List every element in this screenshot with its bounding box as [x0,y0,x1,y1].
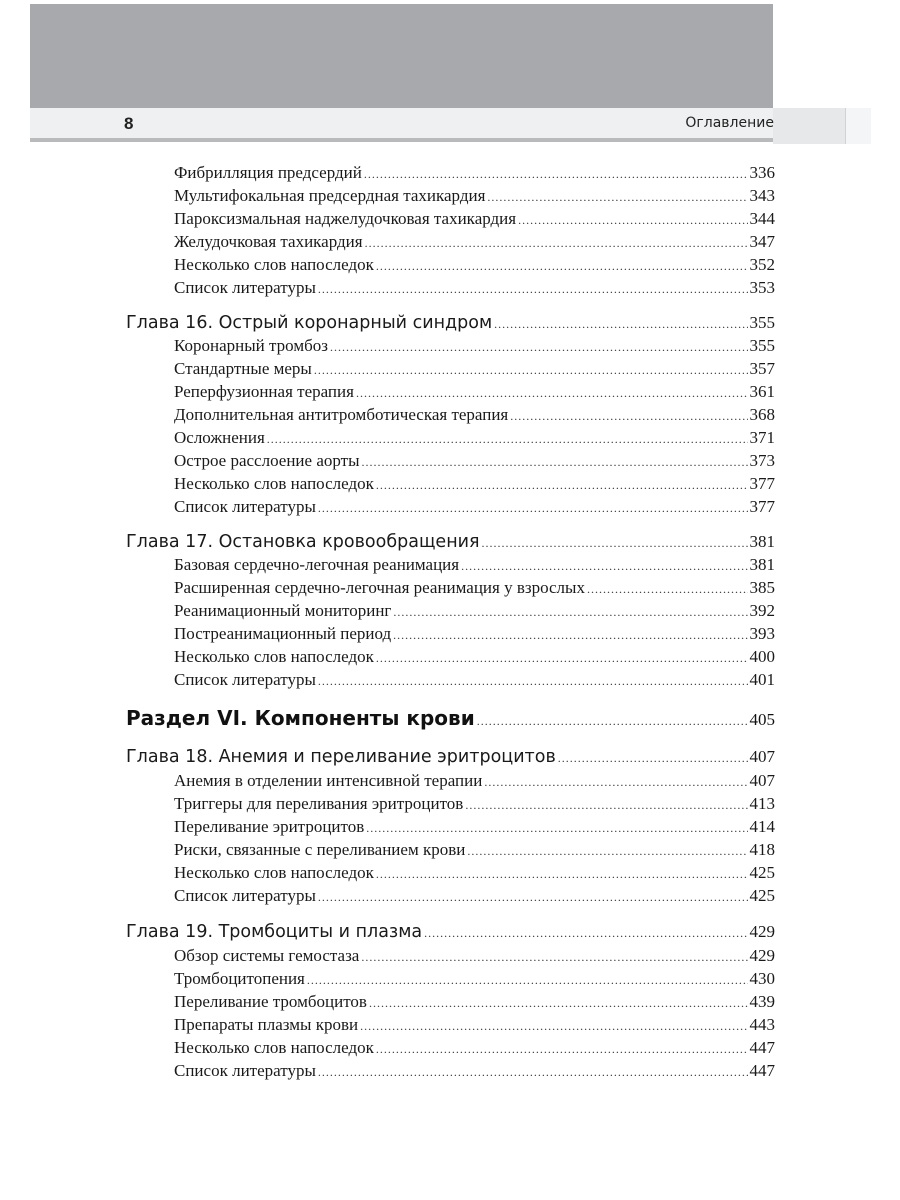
toc-entry [174,451,775,474]
dot-leader [314,363,748,378]
toc-entry-title: Несколько слов напоследок [174,647,374,666]
toc-entry [174,578,775,601]
dot-leader [424,926,747,941]
toc-entry [174,278,775,301]
toc-entry-title: Препараты плазмы крови [174,1015,359,1034]
toc-entry [174,336,775,359]
dot-leader [393,628,747,643]
toc-entry-title: Несколько слов напоследок [174,255,374,274]
toc-entry [174,232,775,255]
dot-leader [558,751,748,766]
toc-entry-title: Глава 16. Острый коронарный синдром [126,313,493,333]
toc-entry [174,771,775,794]
toc-entry-page: 425 [749,863,775,882]
toc-entry-title: Стандартные меры [174,359,312,378]
dot-leader [510,409,747,424]
toc-entry-title: Реанимационный мониторинг [174,601,392,620]
toc-entry-page: 343 [749,186,775,205]
toc-entry [174,163,775,186]
toc-entry-title: Реперфузионная терапия [174,382,354,401]
toc-entry-page: 377 [749,497,775,516]
toc-entry-page: 439 [749,992,775,1011]
toc-entry [174,1061,775,1084]
dot-leader [487,190,747,205]
dot-leader [467,844,747,859]
dot-leader [356,386,748,401]
toc-entry-page: 443 [749,1015,775,1034]
dot-leader [461,559,747,574]
dot-leader [369,996,748,1011]
toc-entry-page: 405 [749,710,775,729]
toc-entry [174,428,775,451]
toc-entry [174,359,775,382]
dot-leader [494,317,747,332]
dot-leader [482,536,748,551]
toc-entry [174,946,775,969]
toc-entry-title: Анемия в отделении интенсивной терапии [174,771,483,790]
toc-entry-title: Тромбоцитопения [174,969,305,988]
toc-entry [174,624,775,647]
toc-entry-page: 414 [749,817,775,836]
toc-entry-title: Постреанимационный период [174,624,392,643]
toc-entry-page: 429 [749,922,775,941]
dot-leader [360,1019,747,1034]
toc-entry-page: 381 [749,555,775,574]
toc-entry-page: 355 [749,336,775,355]
toc-chapter [126,747,775,771]
toc-entry [174,647,775,670]
toc-entry-title: Острое расслоение аорты [174,451,360,470]
page-number: 8 [124,114,134,133]
toc-entry-title: Список литературы [174,278,316,297]
dot-leader [518,213,747,228]
toc-entry [174,969,775,992]
running-title: Оглавление [685,115,774,131]
toc-chapter [126,922,775,946]
dot-leader [376,478,748,493]
toc-entry-title: Раздел VI. Компоненты крови [126,706,475,730]
toc-entry-title: Глава 19. Тромбоциты и плазма [126,922,423,942]
toc-entry-title: Риски, связанные с переливанием крови [174,840,466,859]
toc-entry-title: Желудочковая тахикардия [174,232,363,251]
toc-entry [174,186,775,209]
toc-entry-page: 385 [749,578,775,597]
toc-entry [174,670,775,693]
dot-leader [330,340,748,355]
dot-leader [267,432,748,447]
toc-entry [174,840,775,863]
toc-entry-title: Список литературы [174,886,316,905]
dot-leader [477,714,748,729]
toc-entry-page: 368 [749,405,775,424]
toc-entry-page: 413 [749,794,775,813]
toc-entry-page: 377 [749,474,775,493]
toc-entry-page: 357 [749,359,775,378]
dot-leader [318,282,748,297]
toc-entry-title: Несколько слов напоследок [174,474,374,493]
toc-entry-page: 353 [749,278,775,297]
toc-entry-title: Мультифокальная предсердная тахикардия [174,186,486,205]
dot-leader [307,973,748,988]
toc-entry-page: 371 [749,428,775,447]
dot-leader [465,798,747,813]
toc-entry [174,992,775,1015]
toc-entry [174,382,775,405]
toc-entry-page: 407 [749,771,775,790]
toc-entry [174,1038,775,1061]
toc-entry-title: Базовая сердечно-легочная реанимация [174,555,460,574]
toc-entry-title: Обзор системы гемостаза [174,946,360,965]
toc-entry [174,863,775,886]
toc-entry-page: 425 [749,886,775,905]
toc-entry-title: Несколько слов напоследок [174,1038,374,1057]
toc-entry-page: 373 [749,451,775,470]
toc-entry-title: Дополнительная антитромботическая терапия [174,405,509,424]
toc-entry-page: 355 [749,313,775,332]
dot-leader [393,605,747,620]
toc-chapter [126,313,775,337]
toc-entry-page: 429 [749,946,775,965]
dot-leader [318,1065,748,1080]
toc-entry-title: Коронарный тромбоз [174,336,328,355]
toc-entry-title: Глава 18. Анемия и переливание эритроцитов [126,747,556,767]
dot-leader [318,890,748,905]
toc-entry-title: Пароксизмальная наджелудочковая тахикардия [174,209,517,228]
toc-entry [174,405,775,428]
toc-entry-title: Глава 17. Остановка кровообращения [126,532,480,552]
dot-leader [318,674,748,689]
toc-entry-title: Список литературы [174,670,316,689]
dot-leader [318,501,748,516]
toc-entry-page: 381 [749,532,775,551]
toc-entry [174,886,775,909]
toc-entry-page: 352 [749,255,775,274]
toc-entry-title: Несколько слов напоследок [174,863,374,882]
toc-entry-page: 393 [749,624,775,643]
toc-entry-page: 400 [749,647,775,666]
toc-entry-page: 361 [749,382,775,401]
toc-entry-title: Переливание эритроцитов [174,817,365,836]
dot-leader [376,1042,748,1057]
toc-entry-page: 407 [749,747,775,766]
toc-entry-page: 447 [749,1061,775,1080]
toc-entry [174,1015,775,1038]
dot-leader [366,821,747,836]
toc-entry-page: 336 [749,163,775,182]
toc-entry-page: 347 [749,232,775,251]
toc-entry [174,601,775,624]
toc-entry-page: 418 [749,840,775,859]
toc-entry-title: Список литературы [174,1061,316,1080]
toc-entry [174,255,775,278]
toc-chapter [126,532,775,556]
toc-entry-page: 401 [749,670,775,689]
toc-entry-page: 344 [749,209,775,228]
dot-leader [362,455,748,470]
dot-leader [376,867,748,882]
toc-entry-title: Осложнения [174,428,265,447]
toc-entry-page: 430 [749,969,775,988]
dot-leader [587,582,748,597]
toc-entry [174,555,775,578]
toc-entry-title: Переливание тромбоцитов [174,992,367,1011]
toc-entry-page: 447 [749,1038,775,1057]
toc-entry [174,817,775,840]
dot-leader [376,651,748,666]
dot-leader [361,950,747,965]
toc-entry [174,474,775,497]
dot-leader [484,775,747,790]
toc-entry-title: Триггеры для переливания эритроцитов [174,794,464,813]
toc-entry [174,497,775,520]
dot-leader [364,167,748,182]
toc-entry-title: Фибрилляция предсердий [174,163,362,182]
dot-leader [365,236,748,251]
toc-entry-page: 392 [749,601,775,620]
toc-entry [174,209,775,232]
toc-entry [174,794,775,817]
toc-entry-title: Расширенная сердечно-легочная реанимация у взрослых [174,578,585,597]
toc-entry-title: Список литературы [174,497,316,516]
dot-leader [376,259,748,274]
toc-section [126,706,775,734]
